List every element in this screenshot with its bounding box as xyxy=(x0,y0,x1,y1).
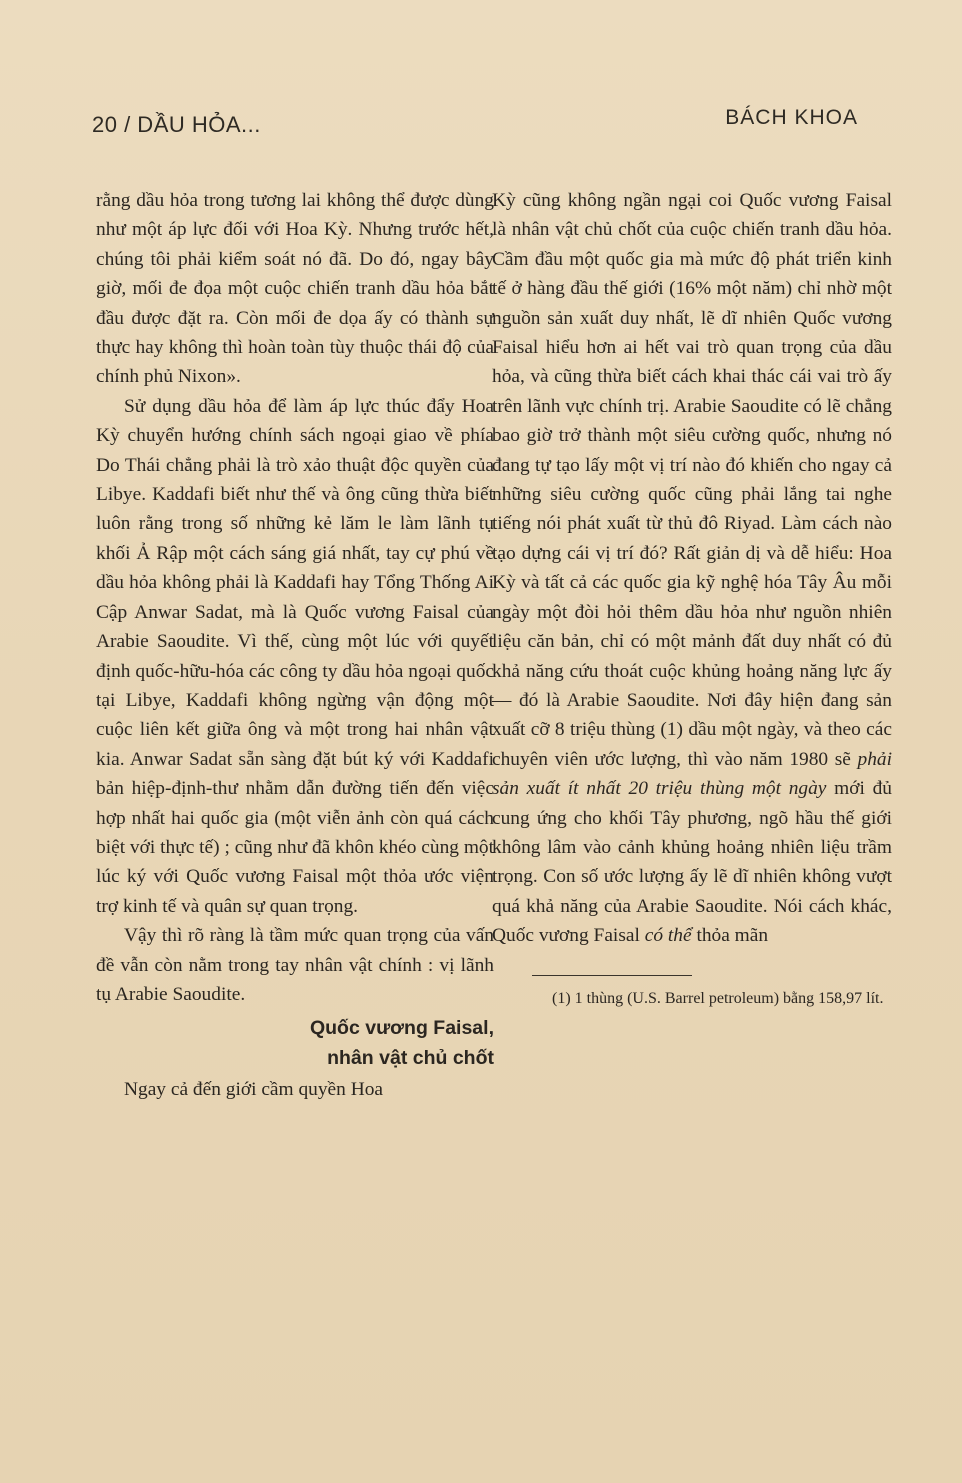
magazine-name: BÁCH KHOA xyxy=(725,106,858,129)
paragraph-text: Kỳ cũng không ngần ngại coi Quốc vương Faisal là nhân vật chủ chốt của cuộc chiến tranh dầu hỏa. Cầm đầu một quốc gia mà mức độ phát triển kinh tế ở hàng đầu thế giới (16% một năm) chỉ nhờ một nguồn sản xuất duy nhất, lẽ dĩ nhiên Quốc vương Faisal hiểu hơn ai hết vai trò quan trọng của dầu hỏa, và cũng thừa biết cách khai thác cái vai trò ấy trên lãnh vực chính trị. Arabie Saoudite có lẽ chẳng bao giờ trở thành một siêu cường quốc, nhưng nó đang tự tạo lấy một vị trí nào đó khiến cho ngay cả những siêu cường quốc cũng phải lắng tai nghe tiếng nói phát xuất từ thủ đô Riyad. Làm cách nào tạo dựng cái vị trí đó? Rất giản dị và dễ hiểu: Hoa Kỳ và tất cả các quốc gia kỹ nghệ hóa Tây Âu mỗi ngày một đòi hỏi thêm dầu hỏa như nguồn nhiên liệu căn bản, chỉ có một mảnh đất duy nhất có đủ khả năng cứu thoát cuộc khủng hoảng năng lực ấy — đó là Arabie Saoudite. Nơi đây hiện đang sản xuất cỡ 8 triệu thùng (1) dầu một ngày, và theo các chuyên viên ước lượng, thì vào năm 1980 sẽ xyxy=(492,190,892,770)
footnote: (1) 1 thùng (U.S. Barrel petroleum) bằng 158,97 lít. xyxy=(552,989,884,1007)
paragraph: Ngay cả đến giới cầm quyền Hoa xyxy=(124,1079,384,1101)
emphasis-text: phải sản xuất ít nhất 20 triệu thùng một ngày xyxy=(492,748,892,800)
running-header-title: 20 / DẦU HỎA... xyxy=(92,112,261,137)
subheading-line-1: Quốc vương Faisal, xyxy=(309,1017,494,1040)
footnote-divider xyxy=(532,975,692,976)
subheading-line-2: nhân vật chủ chốt xyxy=(327,1047,494,1070)
paragraph-text: mới đủ cung ứng cho khối Tây phương, ngõ hầu thế giới không lâm vào cảnh khủng hoảng nhiên liệu trầm trọng. Con số ước lượng ấy lẽ dĩ nhiên không vượt quá khả năng của Arabie Saoudite. Nói cách khác, Quốc vương Faisal xyxy=(492,778,892,947)
right-column xyxy=(492,186,892,1012)
paragraph-text: thỏa mãn xyxy=(696,925,769,947)
section-subheading xyxy=(96,1013,494,1073)
left-column xyxy=(96,186,494,1105)
paragraph: Vậy thì rõ ràng là tầm mức quan trọng của vấn đề vẫn còn nằm trong tay nhân vật chính : vị lãnh tụ Arabie Saoudite. xyxy=(96,925,494,1005)
paragraph: Sử dụng dầu hỏa để làm áp lực thúc đẩy Hoa Kỳ chuyển hướng chính sách ngoại giao về phía Do Thái chẳng phải là trò xảo thuật độc quyền của Libye. Kaddafi biết như thế và ông cũng thừa biết luôn rằng trong số những kẻ lăm le làm lãnh tụ khối Ả Rập một cách sáng giá nhất, tay cự phú về dầu hỏa không phải là Kaddafi hay Tổng Thống Ai Cập Anwar Sadat, mà là Quốc vương Faisal của Arabie Saoudite. Vì thế, cùng một lúc với quyết định quốc-hữu-hóa các công ty dầu hỏa ngoại quốc tại Libye, Kaddafi không ngừng vận động một cuộc liên kết giữa ông và một trong hai nhân vật kia. Anwar Sadat sẵn sàng đặt bút ký với Kaddafi bản hiệp-định-thư nhằm dẫn đường tiến đến việc hợp nhất hai quốc gia (một viễn ảnh còn quá cách biệt với thực tế) ; cũng như đã khôn khéo cùng một lúc ký với Quốc vương Faisal một thỏa ước viện trợ kinh tế và quân sự quan trọng. xyxy=(96,395,495,917)
paragraph: rằng dầu hỏa trong tương lai không thể được dùng như một áp lực đối với Hoa Kỳ. Nhưng trước hết, chúng tôi phải kiểm soát nó đã. Do đó, ngay bây giờ, mối đe đọa một cuộc chiến tranh dầu hỏa bắt đầu được đặt ra. Còn mối đe dọa ấy có thành sự thực hay không thì hoàn toàn tùy thuộc thái độ của chính phủ Nixon». xyxy=(96,190,494,388)
paragraph xyxy=(492,186,892,951)
emphasis-text: có thể xyxy=(644,925,692,947)
